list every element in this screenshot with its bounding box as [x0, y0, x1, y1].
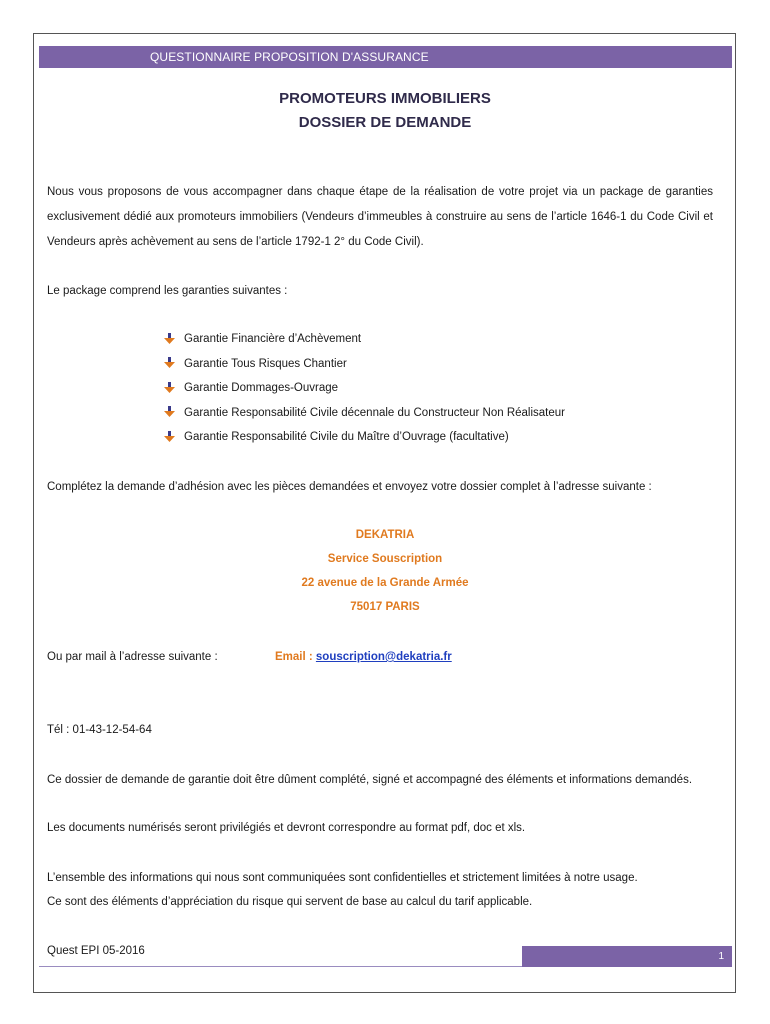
complete-paragraph: Complétez la demande d’adhésion avec les pièces demandées et envoyez votre dossier complet à l’adresse suivante :: [47, 481, 652, 493]
guarantees-list: [163, 327, 565, 450]
page-number: 1: [718, 951, 724, 962]
list-item: [163, 327, 565, 352]
email-link[interactable]: souscription@dekatria.fr: [315, 651, 452, 663]
email-label: Email :: [275, 651, 316, 663]
package-intro: Le package comprend les garanties suivantes :: [47, 285, 288, 297]
dossier-paragraph: Ce dossier de demande de garantie doit être dûment complété, signé et accompagné des éléments et informations demandés.: [47, 774, 693, 786]
address-city: 75017 PARIS: [350, 601, 420, 613]
guarantee-label: Garantie Responsabilité Civile décennale du Constructeur Non Réalisateur: [184, 406, 565, 419]
guarantee-label: Garantie Tous Risques Chantier: [184, 357, 347, 370]
doc-subtitle: DOSSIER DE DEMANDE: [298, 114, 472, 131]
guarantee-label: Garantie Dommages-Ouvrage: [184, 382, 339, 395]
doc-title: PROMOTEURS IMMOBILIERS: [279, 90, 491, 107]
guarantee-label: Garantie Financière d’Achèvement: [184, 333, 362, 346]
page-border: [33, 33, 736, 993]
formats-text: Les documents numérisés seront privilégiés et devront correspondre au format pdf, doc et xls.: [47, 822, 526, 834]
intro-paragraph: Nous vous proposons de vous accompagner dans chaque étape de la réalisation de votre projet via un package de garanties exclusivement dédié aux promoteurs immobiliers (Vendeurs d’immeubles à construire au sens de l’article 1646-1 du Code Civil et Vendeurs après achèvement au sens de l’article 1792-1 2° du Code Civil).: [47, 186, 713, 248]
mail-label: Ou par mail à l’adresse suivante :: [47, 651, 218, 663]
phone-number: Tél : 01-43-12-54-64: [47, 724, 152, 736]
footer-rule: [39, 966, 523, 967]
address-street: 22 avenue de la Grande Armée: [301, 577, 469, 589]
arrow-bullet-icon: [163, 405, 176, 418]
confidential-line-1: L’ensemble des informations qui nous sont communiquées sont confidentielles et strictement limitées à notre usage.: [47, 872, 638, 884]
arrow-bullet-icon: [163, 430, 176, 443]
arrow-bullet-icon: [163, 356, 176, 369]
header-title: QUESTIONNAIRE PROPOSITION D'ASSURANCE: [150, 50, 429, 64]
list-item: [163, 401, 565, 426]
confidential-line-2: Ce sont des éléments d’appréciation du risque qui servent de base au calcul du tarif applicable.: [47, 896, 533, 908]
footer-band: [522, 946, 732, 967]
list-item: [163, 425, 565, 450]
address-service: Service Souscription: [327, 553, 443, 565]
footer-reference: Quest EPI 05-2016: [47, 945, 145, 957]
list-item: [163, 376, 565, 401]
guarantee-label: Garantie Responsabilité Civile du Maître d’Ouvrage (facultative): [184, 431, 509, 444]
address-company: DEKATRIA: [355, 529, 415, 541]
header-band: [39, 46, 732, 68]
list-item: [163, 352, 565, 377]
email-row: [275, 651, 452, 663]
arrow-bullet-icon: [163, 381, 176, 394]
arrow-bullet-icon: [163, 332, 176, 345]
